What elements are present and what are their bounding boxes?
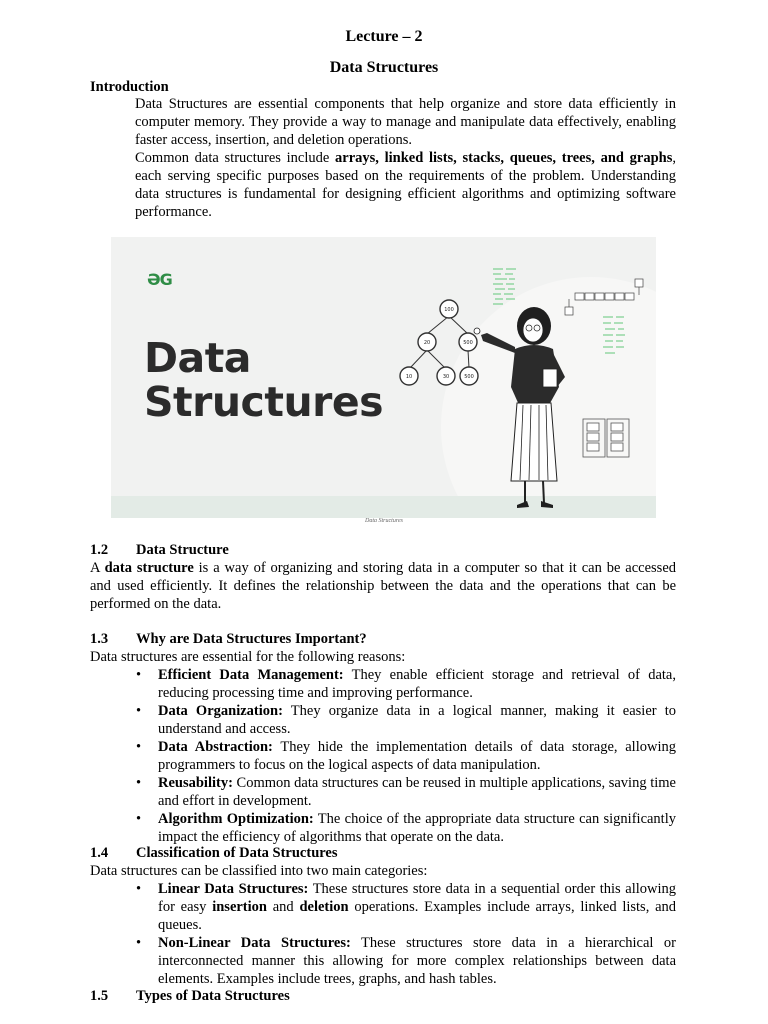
figure-title-line-2: Structures — [144, 378, 384, 426]
code-snippet-decoration — [493, 269, 625, 353]
section-1-3-heading: 1.3 Why are Data Structures Important? — [90, 631, 367, 647]
figure-illustration — [111, 237, 656, 518]
list-item: • Efficient Data Management: They enable efficient storage and retrieval of data, reducing processing time and improving performance. — [158, 666, 676, 702]
introduction-paragraph-2: Common data structures include arrays, linked lists, stacks, queues, trees, and graphs, each serving specific purposes based on the requirements of the problem. Understanding data structures is fundamental for designing efficient algorithms and optimizing software performance. — [135, 150, 677, 220]
tree-node-label: 500 — [464, 374, 474, 380]
teacher-illustration — [474, 307, 565, 508]
tree-node-label: 500 — [463, 340, 473, 346]
tree-node-label: 100 — [444, 307, 454, 313]
linked-list-decoration — [565, 279, 643, 315]
section-1-4-heading: 1.4 Classification of Data Structures — [90, 845, 338, 861]
list-item: • Non-Linear Data Structures: These structures store data in a hierarchical or interconnected manner this allowing for more complex relationships between data elements. Examples include trees, graphs, and hash tables. — [158, 934, 676, 988]
tree-node-label: 10 — [405, 374, 413, 380]
list-item: • Data Organization: They organize data in a logical manner, making it easier to understand and access. — [158, 702, 676, 738]
section-1-4-intro: Data structures can be classified into two main categories: — [90, 863, 428, 879]
introduction-heading: Introduction — [90, 79, 169, 95]
list-item: • Reusability: Common data structures can be reused in multiple applications, saving time and effort in development. — [158, 774, 676, 810]
figure-caption: Data Structures — [365, 518, 403, 524]
section-1-2-heading: 1.2 Data Structure — [90, 542, 229, 558]
list-item: • Linear Data Structures: These structures store data in a sequential order this allowing for easy insertion and deletion operations. Examples include arrays, linked lists, and queues. — [158, 880, 676, 934]
topic-title: Data Structures — [329, 59, 439, 76]
section-1-5-heading: 1.5 Types of Data Structures — [90, 988, 290, 1004]
data-structures-figure — [111, 237, 656, 518]
list-item: • Data Abstraction: They hide the implementation details of data storage, allowing programmers to focus on the logical aspects of data manipulation. — [158, 738, 676, 774]
stack-queue-decoration — [583, 419, 629, 457]
tree-node-label: 20 — [423, 340, 431, 346]
tree-node-label: 30 — [442, 374, 450, 380]
classification-list — [158, 880, 676, 988]
section-1-3-intro: Data structures are essential for the following reasons: — [90, 649, 406, 665]
introduction-paragraph-1: Data Structures are essential components that help organize and store data efficiently in computer memory. They provide a way to manage and manipulate data effectively, enabling faster access, insertion, and deletion operations. — [135, 96, 676, 148]
lecture-title: Lecture – 2 — [345, 28, 423, 45]
importance-list — [158, 666, 676, 846]
section-1-2-paragraph: A data structure is a way of organizing and storing data in a computer so that it can be accessed and used efficiently. It defines the relationship between the data and the operations that can be performed on the data. — [90, 560, 677, 612]
list-item: • Algorithm Optimization: The choice of the appropriate data structure can significantly impact the efficiency of algorithms that operate on the data. — [158, 810, 676, 846]
gfg-logo: ƏG — [147, 270, 172, 289]
figure-title-line-1: Data — [144, 334, 251, 382]
